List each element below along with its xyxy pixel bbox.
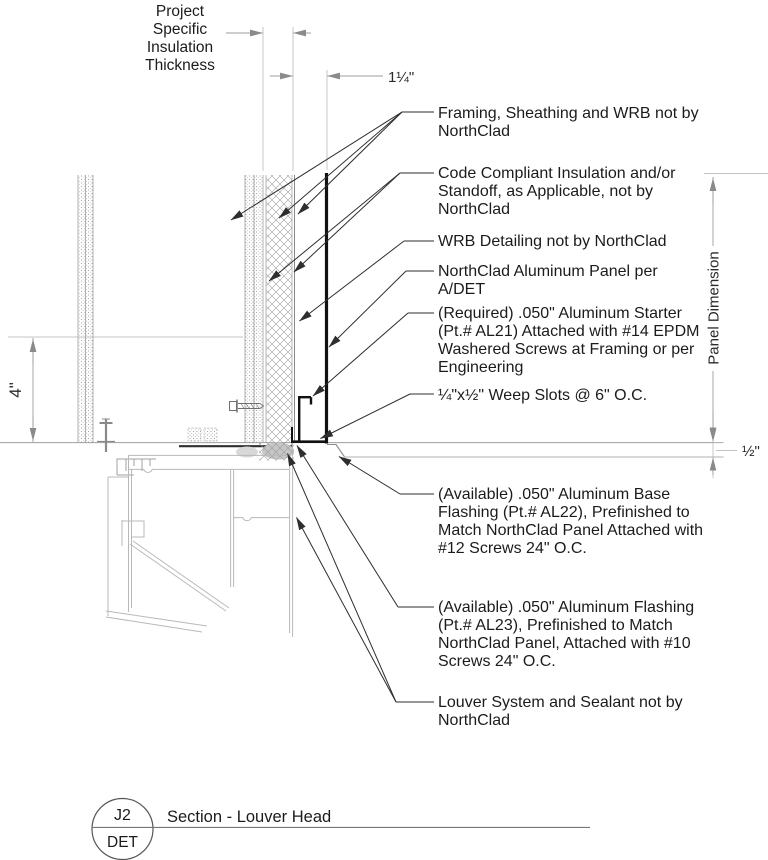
note-line: Standoff, as Applicable, not by xyxy=(438,183,653,200)
head-lines xyxy=(0,443,722,457)
leader-weep xyxy=(321,394,435,439)
al22-flashing-jog xyxy=(327,445,345,457)
note-line: #12 Screws 24" O.C. xyxy=(438,540,587,557)
dim-half-inch xyxy=(344,410,760,478)
flashing-dim-label: ½" xyxy=(742,443,760,460)
note-framing xyxy=(438,105,699,140)
note-base-flashing xyxy=(438,486,703,557)
note-line: (Required) .050" Aluminum Starter xyxy=(438,305,683,322)
note-line: NorthClad xyxy=(438,712,511,729)
note-line: Louver System and Sealant not by xyxy=(438,694,683,711)
note-line: (Available) .050" Aluminum Base xyxy=(438,486,671,503)
note-line: Screws 24" O.C. xyxy=(438,653,556,670)
note-panel xyxy=(438,263,658,298)
insulation-hatch xyxy=(266,175,292,443)
title-block xyxy=(92,799,590,860)
note-line: A/DET xyxy=(438,281,486,298)
insulation-thickness-label: Project xyxy=(155,3,205,20)
starter-profile xyxy=(291,397,328,442)
louver-mullion xyxy=(231,470,234,587)
sheet-ref: DET xyxy=(107,834,138,851)
leader-base-flashing xyxy=(339,457,434,495)
panel-dim-label: Panel Dimension xyxy=(705,251,723,365)
insulation-thickness-label: Insulation xyxy=(146,39,214,56)
louver-blade xyxy=(130,541,229,611)
cavity-dim-label: 1¼" xyxy=(388,69,415,86)
note-line: NorthClad Aluminum Panel per xyxy=(438,263,658,280)
note-line: WRB Detailing not by NorthClad xyxy=(438,233,667,250)
anchor-bolt xyxy=(97,419,115,452)
annotation-notes xyxy=(438,105,703,729)
leader-flashing xyxy=(297,446,434,608)
louver-bracket xyxy=(122,520,144,546)
note-line: NorthClad xyxy=(438,201,511,218)
note-line: Framing, Sheathing and WRB not by xyxy=(438,105,699,122)
fasteners xyxy=(97,400,264,476)
note-weep xyxy=(438,387,647,404)
leader-wrb xyxy=(300,241,435,321)
note-louver xyxy=(438,694,683,729)
note-line: Match NorthClad Panel Attached with xyxy=(438,522,704,539)
insulation-thickness-label: Specific xyxy=(152,21,208,38)
wall-section xyxy=(78,175,295,443)
louver-frame-right xyxy=(290,443,293,637)
louver-sill-lines xyxy=(106,611,207,632)
note-line: Flashing (Pt.# AL22), Prefinished to xyxy=(438,504,690,521)
note-line: NorthClad xyxy=(438,123,511,140)
dim-4in xyxy=(6,337,243,442)
note-line: (Pt.# AL21) Attached with #14 EPDM xyxy=(438,323,700,340)
note-line: NorthClad Panel, Attached with #10 xyxy=(438,635,691,652)
note-line: Washered Screws at Framing or per xyxy=(438,341,695,358)
leader-louver xyxy=(288,454,435,703)
note-line: (Pt.# AL23), Prefinished to Match xyxy=(438,617,673,634)
left-dim-label: 4" xyxy=(6,382,25,398)
leader-insulation xyxy=(269,173,434,281)
louver-cross-rail xyxy=(233,518,289,521)
shim-blocks xyxy=(188,428,217,441)
note-flashing xyxy=(438,599,694,670)
drawing-title: Section - Louver Head xyxy=(167,808,332,826)
note-line: ¼"x½" Weep Slots @ 6" O.C. xyxy=(438,387,648,404)
note-starter xyxy=(438,305,699,376)
note-line: Code Compliant Insulation and/or xyxy=(438,165,676,182)
louver-assembly xyxy=(106,443,293,637)
insulation-thickness-label: Thickness xyxy=(145,57,215,74)
louver-frame-left xyxy=(129,455,132,612)
note-line: Engineering xyxy=(438,359,524,376)
louver-head-bottom xyxy=(128,469,289,472)
dim-panel-dimension xyxy=(704,173,768,441)
note-wrb xyxy=(438,233,667,250)
louver-jamb-line xyxy=(108,477,128,616)
detail-id: J2 xyxy=(114,807,131,824)
note-insulation xyxy=(438,165,676,218)
note-line: (Available) .050" Aluminum Flashing xyxy=(438,599,695,616)
leader-starter xyxy=(313,313,434,396)
dim-insulation-thickness xyxy=(145,3,311,171)
